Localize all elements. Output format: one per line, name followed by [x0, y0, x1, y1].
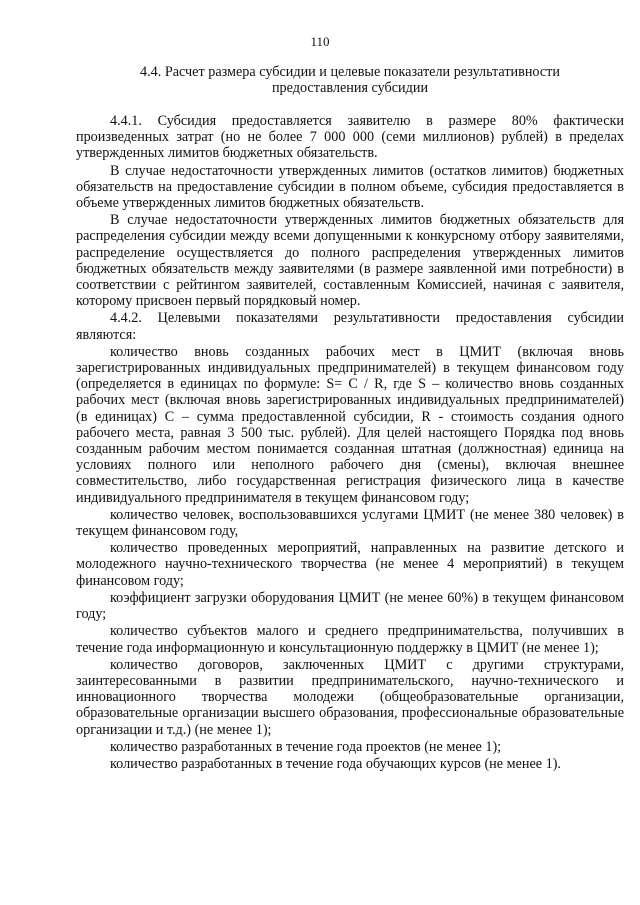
section-heading	[110, 64, 590, 96]
section-heading-line-1: 4.4. Расчет размера субсидии и целевые показатели результативности	[140, 64, 560, 80]
indicator-new-jobs: количество вновь созданных рабочих мест в ЦМИТ (включая вновь зарегистрированных индивидуальных предпринимателей) в текущем финансовом году (определяется в единицах по формуле: S= С / R, где S – количество вновь созданных рабочих мест (включая вновь зарегистрированных индивидуальных предпринимателей) (в единицах) С – сумма предоставленной субсидии, R - стоимость создания одного рабочего места, равная 3 500 тыс. рублей). Для целей настоящего Порядка под вновь созданным рабочим местом понимается созданная штатная (должностная) единица на условиях полного или неполного рабочего дня (смены), включая внешнее совместительство, либо государственная регистрация физического лица в качестве индивидуального предпринимателя в текущем финансовом году;	[76, 343, 624, 506]
indicator-events: количество проведенных мероприятий, направленных на развитие детского и молодежного научно-технического творчества (не менее 4 мероприятий) в текущем финансовом году;	[76, 540, 624, 589]
indicator-people-served: количество человек, воспользовавшихся услугами ЦМИТ (не менее 380 человек) в текущем финансовом году,	[76, 506, 624, 540]
indicator-projects: количество разработанных в течение года проектов (не менее 1);	[110, 738, 502, 755]
body-text	[76, 113, 624, 773]
paragraph-distribution: В случае недостаточности утвержденных лимитов бюджетных обязательств для распределения субсидии между всеми допущенными к конкурсному отбору заявителями, распределение осуществляется до полного распределения утвержденных лимитов бюджетных обязательств между заявителями (в размере заявленной ими потребности) в соответствии с рейтингом заявителей, составленным Комиссией, начиная с заявителя, которому присвоен первый порядковый номер.	[76, 212, 624, 310]
indicator-courses: количество разработанных в течение года обучающих курсов (не менее 1).	[110, 755, 561, 772]
page-number: 110	[310, 34, 330, 49]
indicator-contracts: количество договоров, заключенных ЦМИТ с другими структурами, заинтересованными в развитии предпринимательского, научно-технического и инновационного творчества молодежи (общеобразовательные организации, образовательные организации высшего образования, профессиональные образовательные организации и т.д.) (не менее 1);	[76, 656, 624, 738]
indicator-equipment-load: коэффициент загрузки оборудования ЦМИТ (не менее 60%) в текущем финансовом году;	[76, 589, 624, 623]
paragraph-insufficient-limits: В случае недостаточности утвержденных лимитов (остатков лимитов) бюджетных обязательств на предоставление субсидии в полном объеме, субсидия предоставляется в объеме утвержденных лимитов бюджетных обязательств.	[76, 162, 624, 212]
section-heading-line-2: предоставления субсидии	[271, 80, 429, 96]
paragraph-4-4-1: 4.4.1. Субсидия предоставляется заявителю в размере 80% фактически произведенных затрат (но не более 7 000 000 (семи миллионов) рублей) в пределах утвержденных лимитов бюджетных обязательств.	[76, 113, 624, 162]
indicator-sme-support: количество субъектов малого и среднего предпринимательства, получивших в течение года информационную и консультационную поддержку в ЦМИТ (не менее 1);	[76, 623, 624, 656]
paragraph-4-4-2: 4.4.2. Целевыми показателями результативности предоставления субсидии являются:	[76, 310, 624, 343]
